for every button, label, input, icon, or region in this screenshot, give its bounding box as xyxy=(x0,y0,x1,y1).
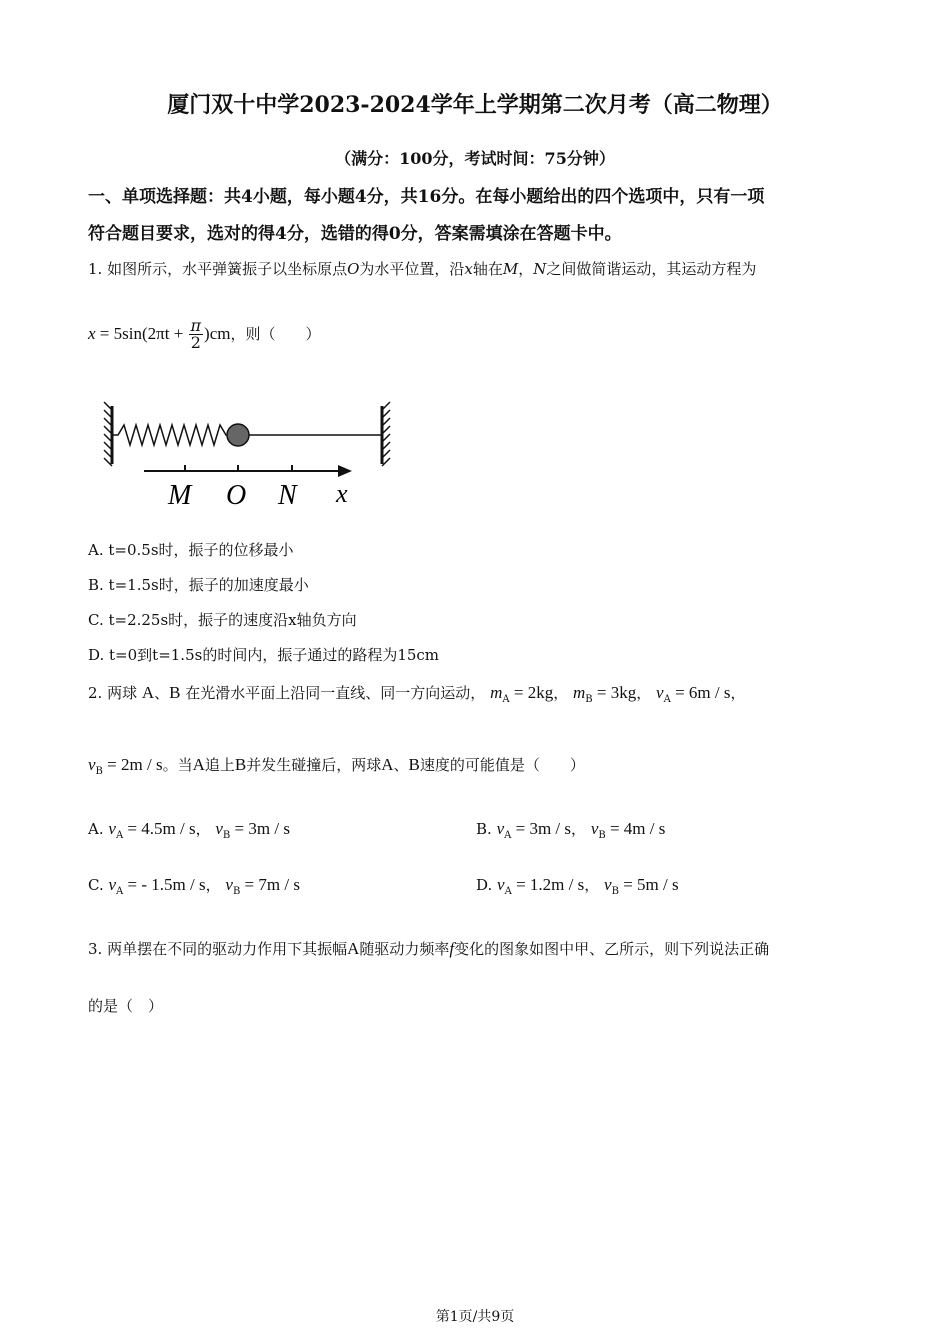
x-axis xyxy=(144,465,352,477)
label-O: O xyxy=(226,480,247,511)
q3-stem-line1: 3. 两单摆在不同的驱动力作用下其振幅A随驱动力频率f变化的图象如图中甲、乙所示，则下列说法正确 xyxy=(88,939,770,958)
page-footer: 第1页/共9页 xyxy=(435,1309,515,1325)
q1-option-c: C. t=2.25s时，振子的速度沿x轴负方向 xyxy=(88,611,357,629)
label-x: x xyxy=(336,479,348,508)
q1-option-d: D. t=0到t=1.5s的时间内，振子通过的路程为15cm xyxy=(88,646,440,664)
ball xyxy=(227,424,249,446)
q2-option-a: A. $v_A = 4.5m / s$， $v_B = 3m / s$ xyxy=(88,819,290,841)
spring-oscillator-figure xyxy=(100,398,400,514)
q2-option-b: B. $v_A = 3m / s$， $v_B = 4m / s$ xyxy=(476,819,666,841)
label-N: N xyxy=(278,480,297,511)
q2-option-c: C. $v_A$ = - 1.5m / s， $v_B = 7m / s$ xyxy=(88,875,300,897)
q2-stem-line1: 2. 两球 A、B 在光滑水平面上沿同一直线、同一方向运动， $m_A = 2kg$， $m_B = 3kg$， $v_A = 6m / s$， xyxy=(88,683,746,705)
q2-stem-line2: $v_B = 2m / s$。当A追上B并发生碰撞后，两球A、B速度的可能值是（ ） xyxy=(88,755,585,777)
right-wall xyxy=(382,402,390,466)
q1-option-b: B. t=1.5s时，振子的加速度最小 xyxy=(88,576,309,594)
left-wall xyxy=(104,402,112,466)
q1-equation: x = 5sin(2πt + $\frac{\pi}{2}$ )cm，则（ ） xyxy=(88,316,321,352)
q3-stem-line2: 的是（ ） xyxy=(88,997,164,1015)
page-title: 厦门双十中学2023-2024学年上学期第二次月考（高二物理） xyxy=(167,92,783,118)
section-heading-line1: 一、单项选择题：共4小题，每小题4分，共16分。在每小题给出的四个选项中，只有一项 xyxy=(88,187,765,207)
q1-stem: 1. 如图所示，水平弹簧振子以坐标原点O为水平位置，沿x轴在M，N之间做简谐运动，其运动方程为 xyxy=(88,260,757,278)
q1-option-a: A. t=0.5s时，振子的位移最小 xyxy=(88,541,294,559)
pi-over-2-fraction: $\frac{\pi}{2}$ xyxy=(190,316,202,352)
section-heading-line2: 符合题目要求，选对的得4分，选错的得0分，答案需填涂在答题卡中。 xyxy=(88,224,622,244)
label-M: M xyxy=(168,480,192,511)
q2-option-d: D. $v_A = 1.2m / s$， $v_B = 5m / s$ xyxy=(476,875,679,897)
exam-info: （满分：100分，考试时间：75分钟） xyxy=(335,149,615,168)
spring xyxy=(112,425,228,445)
